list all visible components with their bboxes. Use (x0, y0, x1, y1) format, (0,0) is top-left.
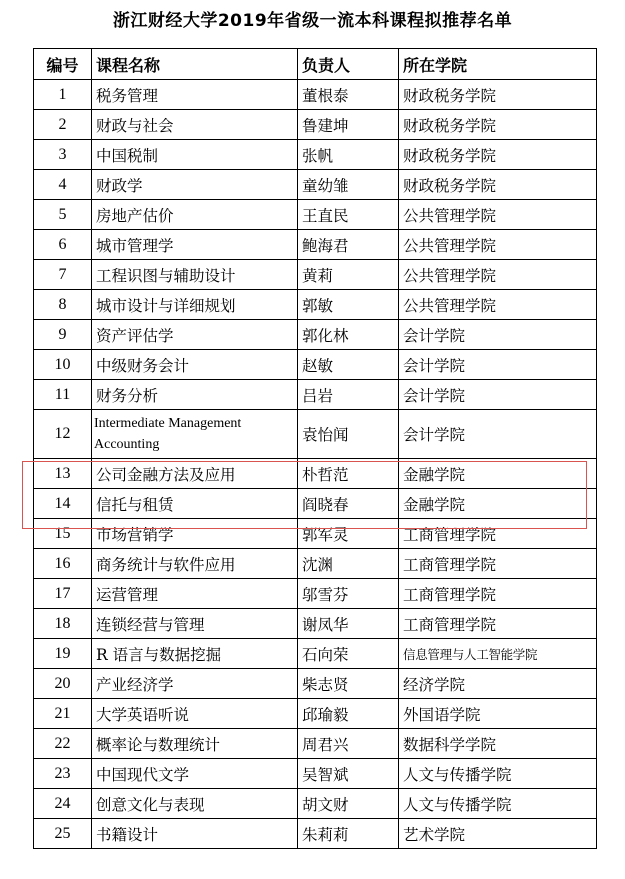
row-number: 20 (34, 669, 92, 699)
lead-cell: 张帆 (298, 140, 399, 170)
course-name-cell: 财政与社会 (92, 110, 298, 140)
row-number: 9 (34, 320, 92, 350)
college-cell: 会计学院 (399, 380, 597, 410)
college-cell: 信息管理与人工智能学院 (399, 639, 597, 669)
table-row (34, 230, 597, 260)
row-number: 14 (34, 489, 92, 519)
lead-cell: 朴哲范 (298, 459, 399, 489)
table-row (34, 729, 597, 759)
row-number: 18 (34, 609, 92, 639)
table-row (34, 350, 597, 380)
header-row (34, 49, 597, 80)
table-row (34, 519, 597, 549)
table-row (34, 290, 597, 320)
lead-cell: 郭军灵 (298, 519, 399, 549)
lead-cell: 郭敏 (298, 290, 399, 320)
course-name-cell: 运营管理 (92, 579, 298, 609)
college-cell: 金融学院 (399, 459, 597, 489)
course-name-cell: R 语言与数据挖掘 (92, 639, 298, 669)
college-cell: 数据科学学院 (399, 729, 597, 759)
course-name-cell: 中级财务会计 (92, 350, 298, 380)
college-cell: 艺术学院 (399, 819, 597, 849)
lead-cell: 周君兴 (298, 729, 399, 759)
course-name-cell: 产业经济学 (92, 669, 298, 699)
row-number: 4 (34, 170, 92, 200)
college-cell: 公共管理学院 (399, 200, 597, 230)
course-name-cell: 连锁经营与管理 (92, 609, 298, 639)
lead-cell: 邱瑜毅 (298, 699, 399, 729)
college-cell: 公共管理学院 (399, 290, 597, 320)
table-row (34, 140, 597, 170)
table-row (34, 759, 597, 789)
lead-cell: 童幼雏 (298, 170, 399, 200)
table-row (34, 80, 597, 110)
college-cell: 工商管理学院 (399, 549, 597, 579)
lead-cell: 胡文财 (298, 789, 399, 819)
row-number: 22 (34, 729, 92, 759)
header-lead: 负责人 (298, 49, 399, 80)
row-number: 1 (34, 80, 92, 110)
college-cell: 工商管理学院 (399, 579, 597, 609)
course-name-cell: 大学英语听说 (92, 699, 298, 729)
table-row (34, 200, 597, 230)
course-table (33, 48, 597, 849)
course-name-cell: 商务统计与软件应用 (92, 549, 298, 579)
header-number: 编号 (34, 49, 92, 80)
course-name-cell: 城市管理学 (92, 230, 298, 260)
row-number: 7 (34, 260, 92, 290)
lead-cell: 沈渊 (298, 549, 399, 579)
table-row (34, 579, 597, 609)
lead-cell: 朱莉莉 (298, 819, 399, 849)
row-number: 21 (34, 699, 92, 729)
row-number: 23 (34, 759, 92, 789)
lead-cell: 吴智斌 (298, 759, 399, 789)
college-cell: 财政税务学院 (399, 110, 597, 140)
lead-cell: 袁怡闻 (298, 410, 399, 459)
row-number: 24 (34, 789, 92, 819)
table-row (34, 260, 597, 290)
table-row (34, 609, 597, 639)
college-cell: 财政税务学院 (399, 170, 597, 200)
row-number: 11 (34, 380, 92, 410)
college-cell: 会计学院 (399, 410, 597, 459)
course-name-cell: 书籍设计 (92, 819, 298, 849)
college-cell: 人文与传播学院 (399, 759, 597, 789)
header-college: 所在学院 (399, 49, 597, 80)
header-course-name: 课程名称 (92, 49, 298, 80)
course-name-cell: Intermediate Management Accounting (92, 410, 298, 459)
table-row (34, 549, 597, 579)
college-cell: 外国语学院 (399, 699, 597, 729)
course-name-cell: 市场营销学 (92, 519, 298, 549)
course-name-cell: 公司金融方法及应用 (92, 459, 298, 489)
table-row (34, 170, 597, 200)
college-cell: 经济学院 (399, 669, 597, 699)
table-row (34, 459, 597, 489)
row-number: 17 (34, 579, 92, 609)
college-cell: 公共管理学院 (399, 260, 597, 290)
college-cell: 会计学院 (399, 320, 597, 350)
row-number: 2 (34, 110, 92, 140)
row-number: 10 (34, 350, 92, 380)
course-name-cell: 房地产估价 (92, 200, 298, 230)
lead-cell: 吕岩 (298, 380, 399, 410)
course-name-cell: 工程识图与辅助设计 (92, 260, 298, 290)
college-cell: 公共管理学院 (399, 230, 597, 260)
lead-cell: 谢凤华 (298, 609, 399, 639)
lead-cell: 鲍海君 (298, 230, 399, 260)
course-name-cell: 创意文化与表现 (92, 789, 298, 819)
table-row (34, 639, 597, 669)
college-cell: 财政税务学院 (399, 80, 597, 110)
lead-cell: 黄莉 (298, 260, 399, 290)
table-row (34, 410, 597, 459)
college-cell: 会计学院 (399, 350, 597, 380)
college-cell: 工商管理学院 (399, 609, 597, 639)
row-number: 25 (34, 819, 92, 849)
table-row (34, 380, 597, 410)
course-name-cell: 概率论与数理统计 (92, 729, 298, 759)
course-name-cell: 城市设计与详细规划 (92, 290, 298, 320)
course-name-cell: 中国现代文学 (92, 759, 298, 789)
table-row (34, 110, 597, 140)
course-name-cell: 资产评估学 (92, 320, 298, 350)
lead-cell: 鲁建坤 (298, 110, 399, 140)
lead-cell: 邬雪芬 (298, 579, 399, 609)
table-row (34, 669, 597, 699)
lead-cell: 郭化林 (298, 320, 399, 350)
table-row (34, 489, 597, 519)
course-name-cell: 财政学 (92, 170, 298, 200)
row-number: 12 (34, 410, 92, 459)
lead-cell: 阎晓春 (298, 489, 399, 519)
table-row (34, 320, 597, 350)
row-number: 5 (34, 200, 92, 230)
college-cell: 财政税务学院 (399, 140, 597, 170)
page-title: 浙江财经大学2019年省级一流本科课程拟推荐名单 (112, 11, 513, 31)
table-row (34, 699, 597, 729)
row-number: 16 (34, 549, 92, 579)
row-number: 19 (34, 639, 92, 669)
lead-cell: 赵敏 (298, 350, 399, 380)
lead-cell: 王直民 (298, 200, 399, 230)
row-number: 8 (34, 290, 92, 320)
course-name-cell: 财务分析 (92, 380, 298, 410)
course-name-cell: 中国税制 (92, 140, 298, 170)
college-cell: 人文与传播学院 (399, 789, 597, 819)
college-cell: 金融学院 (399, 489, 597, 519)
lead-cell: 石向荣 (298, 639, 399, 669)
row-number: 15 (34, 519, 92, 549)
row-number: 3 (34, 140, 92, 170)
course-name-cell: 信托与租赁 (92, 489, 298, 519)
college-cell: 工商管理学院 (399, 519, 597, 549)
row-number: 6 (34, 230, 92, 260)
table-row (34, 819, 597, 849)
course-name-cell: 税务管理 (92, 80, 298, 110)
table-row (34, 789, 597, 819)
lead-cell: 董根泰 (298, 80, 399, 110)
lead-cell: 柴志贤 (298, 669, 399, 699)
row-number: 13 (34, 459, 92, 489)
